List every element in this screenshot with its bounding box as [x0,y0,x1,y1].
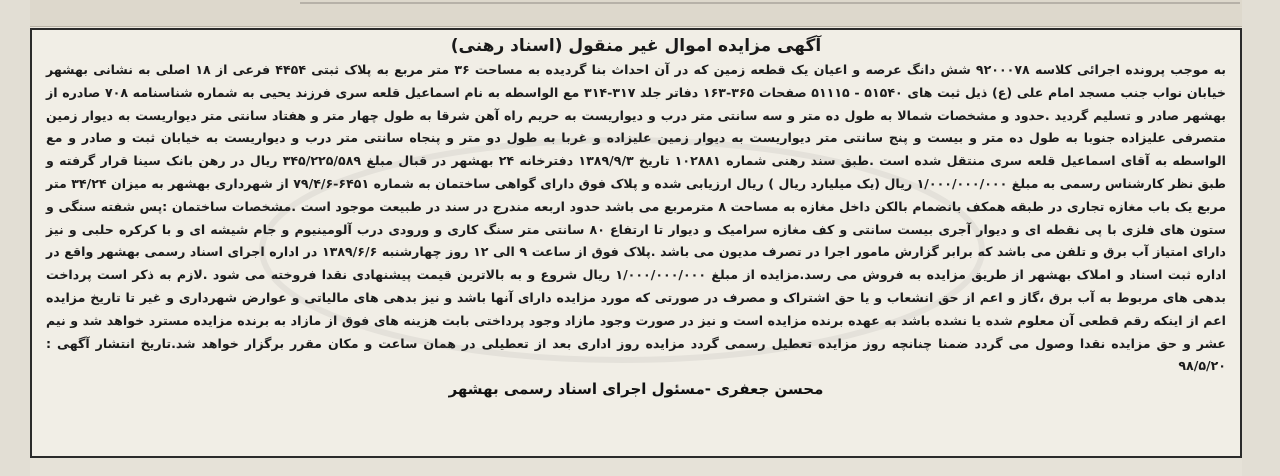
page-margin-left [0,0,30,476]
auction-notice-box [30,28,1242,458]
notice-body: به موجب پرونده اجرائی کلاسه ۹۲۰۰۰۷۸ شش دانگ عرصه و اعیان یک قطعه زمین که در آن احداث بنا گردیده به مساحت ۳۶ متر مربع به پلاک ثبتی ۴۴۵۴ فرعی از ۱۸ اصلی به نشانی بهشهر خیابان نواب جنب مسجد امام علی (ع) ذیل ثبت های ۵۱۵۴۰ - ۵۱۱۱۵ صفحات ۳۶۵-۱۶۳ دفاتر جلد ۳۱۷-۳۱۴ مع الواسطه به نام اسماعیل قلعه سری فرزند یحیی به شماره شناسنامه ۷۰۸ صادره از بهشهر صادر و تسلیم گردید .حدود و مشخصات شمالا به طول ده متر و سه سانتی متر درب و دیواریست به حریم راه آهن شرقا به طول چهار متر و هفتاد سانتی متر دیواریست به دیوار زمین متصرفی علیزاده جنوبا به طول ده متر و بیست و پنج سانتی متر دیواریست به دیوار زمین علیزاده و غربا به طول دو متر و پنجاه سانتی متر درب و دیواریست به خیابان ثبت و صادر و مع الواسطه به آقای اسماعیل قلعه سری منتقل شده است .طبق سند رهنی شماره ۱۰۲۸۸۱ تاریخ ۱۳۸۹/۹/۳ دفترخانه ۲۴ بهشهر در قبال مبلغ ۳۴۵/۲۲۵/۵۸۹ ریال در رهن بانک سینا قرار گرفته و طبق نظر کارشناس رسمی به مبلغ ۱/۰۰۰/۰۰۰/۰۰۰ ریال (یک میلیارد ریال ) ریال ارزیابی شده و پلاک فوق دارای گواهی ساختمان به شماره ۶۴۵۱-۷۹/۴/۶ از شهرداری بهشهر به میزان ۳۴/۲۴ متر مربع یک باب مغازه تجاری در طبقه همکف بانضمام بالکن داخل مغازه به مساحت ۸ مترمربع می باشد حدود اربعه مندرج در سند در طبیعت موجود است .مشخصات ساختمان :پس شفته سنگی و ستون های فلزی با پی نقطه ای و دیوار آجری بیست سانتی و کف مغازه سرامیک و دیوار تا ارتفاع ۸۰ سانتی متر سنگ کاری و ورودی درب آلومینیوم و جام شیشه ای و با کرکره حلبی و نیز دارای امتیاز آب برق و تلفن می باشد که برابر گزارش مامور اجرا در تصرف مدیون می باشد .پلاک فوق از ساعت ۹ الی ۱۲ روز چهارشنبه ۱۳۸۹/۶/۶ در اداره اجرای اسناد رسمی بهشهر واقع در اداره ثبت اسناد و املاک بهشهر از طریق مزایده به فروش می رسد.مزایده از مبلغ ۱/۰۰۰/۰۰۰/۰۰۰ ریال شروع و به بالاترین قیمت پیشنهادی نقدا فروخته می شود .لازم به ذکر است پرداخت بدهی های مربوط به آب برق ،گاز و اعم از حق انشعاب و یا حق اشتراک و مصرف در صورتی که مورد مزایده دارای آنها باشد و نیز بدهی های مالیاتی و عوارض شهرداری و غیر تا تاریخ مزایده اعم از اینکه رقم قطعی آن معلوم شده یا نشده باشد به عهده برنده مزایده است و نیز در صورت وجود مازاد وجود پرداختی بابت هزینه های فوق از مازاد به برنده مزایده مسترد خواهد شد و نیم عشر و حق مزایده نقدا وصول می گردد ضمنا چنانچه روز مزایده تعطیل رسمی گردد مزایده روز اداری بعد از تعطیلی در همان ساعت و مکان مقرر برگزار خواهد شد.تاریخ انتشار آگهی : ۹۸/۵/۲۰ [46,62,1227,374]
page-margin-right [1242,0,1280,476]
previous-article-strip [0,0,1280,27]
notice-signature: محسن جعفری -مسئول اجرای اسناد رسمی بهشهر [448,380,824,399]
previous-article-residue [300,2,1240,14]
notice-title: آگهی مزایده اموال غیر منقول (اسناد رهنی) [450,36,822,56]
